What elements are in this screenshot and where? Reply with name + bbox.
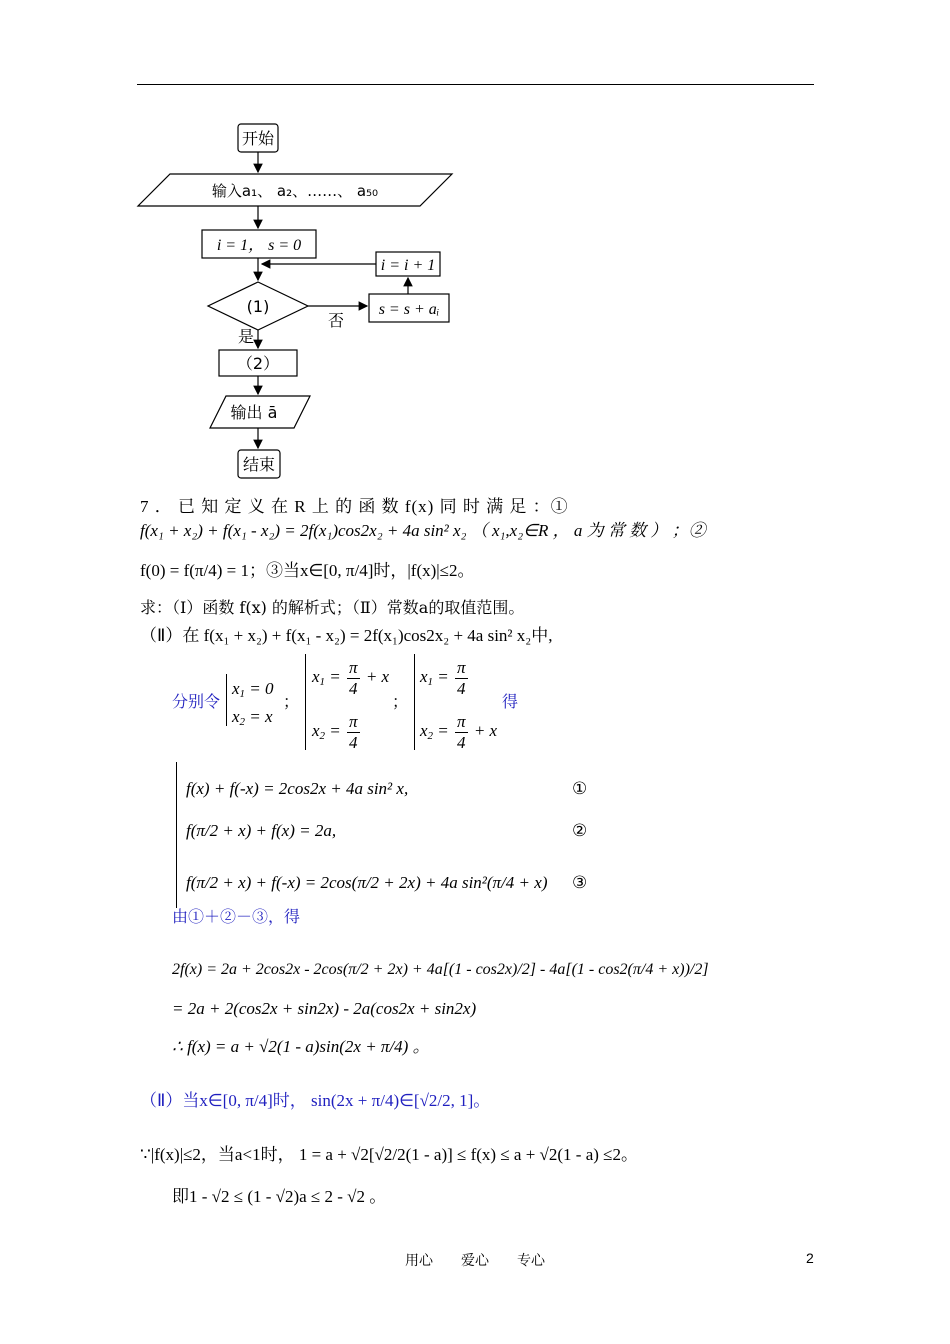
eq-1: f(x) + f(-x) = 2cos2x + 4a sin² x, <box>186 779 409 798</box>
flowchart <box>130 118 470 488</box>
no-label: 否 <box>328 311 345 330</box>
solution-line-5: （Ⅱ）在 f(x₁ + x₂) + f(x₁ - x₂) = 2f(x₁)cos2x₂ + 4a sin² x₂中, <box>140 626 553 645</box>
brace-system-2 <box>305 654 306 750</box>
header-rule <box>137 84 814 85</box>
eq-2: f(π/2 + x) + f(x) = 2a, <box>186 821 337 840</box>
increment-label: i = i + 1 <box>380 257 436 274</box>
ie-line: 即1 - √2 ≤ (1 - √2)a ≤ 2 - √2 。 <box>172 1187 387 1206</box>
eq-3-mark: ③ <box>572 873 588 892</box>
let-label: 分别令 <box>172 692 221 711</box>
sep-2: ； <box>392 692 409 711</box>
derive-3: ∴ f(x) = a + √2(1 - a)sin(2x + π/4) 。 <box>172 1037 430 1056</box>
sep-1: ； <box>283 692 300 711</box>
input-label: 输入a₁、 a₂、……、 a₅₀ <box>211 182 379 200</box>
page-number: 2 <box>806 1250 814 1266</box>
sum-label: s = s + aᵢ <box>378 301 440 318</box>
derive-2: = 2a + 2(cos2x + sin2x) - 2a(cos2x + sin2x) <box>172 999 477 1018</box>
brace-system-1 <box>226 674 227 726</box>
footer-text: 用心 爱心 专心 <box>405 1253 545 1269</box>
problem-line-3: f(0) = f(π/4) = 1；③当x∈[0, π/4]时，|f(x)|≤2。 <box>140 561 475 580</box>
because-line: ∵|f(x)|≤2，当a<1时， 1 = a + √2[√2/2(1 - a)] ≤ f(x) ≤ a + √2(1 - a) ≤2。 <box>140 1145 638 1164</box>
brace-equations <box>176 762 177 908</box>
eq-2-mark: ② <box>572 821 588 840</box>
combine-line: 由①＋②－③，得 <box>172 907 301 926</box>
end-label: 结束 <box>242 455 276 474</box>
derive-1: 2f(x) = 2a + 2cos2x - 2cos(π/2 + 2x) + 4a[(1 - cos2x)/2] - 4a[(1 - cos2(π/4 + x))/2] <box>172 961 709 978</box>
condition-label: (1) <box>246 297 270 316</box>
step2-label: （2） <box>236 354 280 373</box>
start-label: 开始 <box>241 129 275 148</box>
problem-line-1: 7 ． 已 知 定 义 在 R 上 的 函 数 f(x) 同 时 满 足 ：① <box>140 497 569 516</box>
brace-system-3 <box>414 654 415 750</box>
eq-1-mark: ① <box>572 779 588 798</box>
problem-line-4: 求：（Ⅰ）函数 f(x) 的解析式；（Ⅱ）常数a的取值范围。 <box>140 598 525 617</box>
get-label: 得 <box>502 692 519 711</box>
problem-line-2: f(x₁ + x₂) + f(x₁ - x₂) = 2f(x₁)cos2x₂ + 4a sin² x₂ （ x₁,x₂∈R ， a 为 常 数 ） ；② <box>140 521 706 540</box>
init-label: i = 1， s = 0 <box>216 237 302 254</box>
eq-3: f(π/2 + x) + f(-x) = 2cos(π/2 + 2x) + 4a sin²(π/4 + x) <box>186 873 548 892</box>
output-label: 输出 ā <box>230 403 278 422</box>
part2-line: （Ⅱ）当x∈[0, π/4]时， sin(2x + π/4)∈[√2/2, 1]。 <box>140 1091 491 1110</box>
yes-label: 是 <box>238 327 255 346</box>
